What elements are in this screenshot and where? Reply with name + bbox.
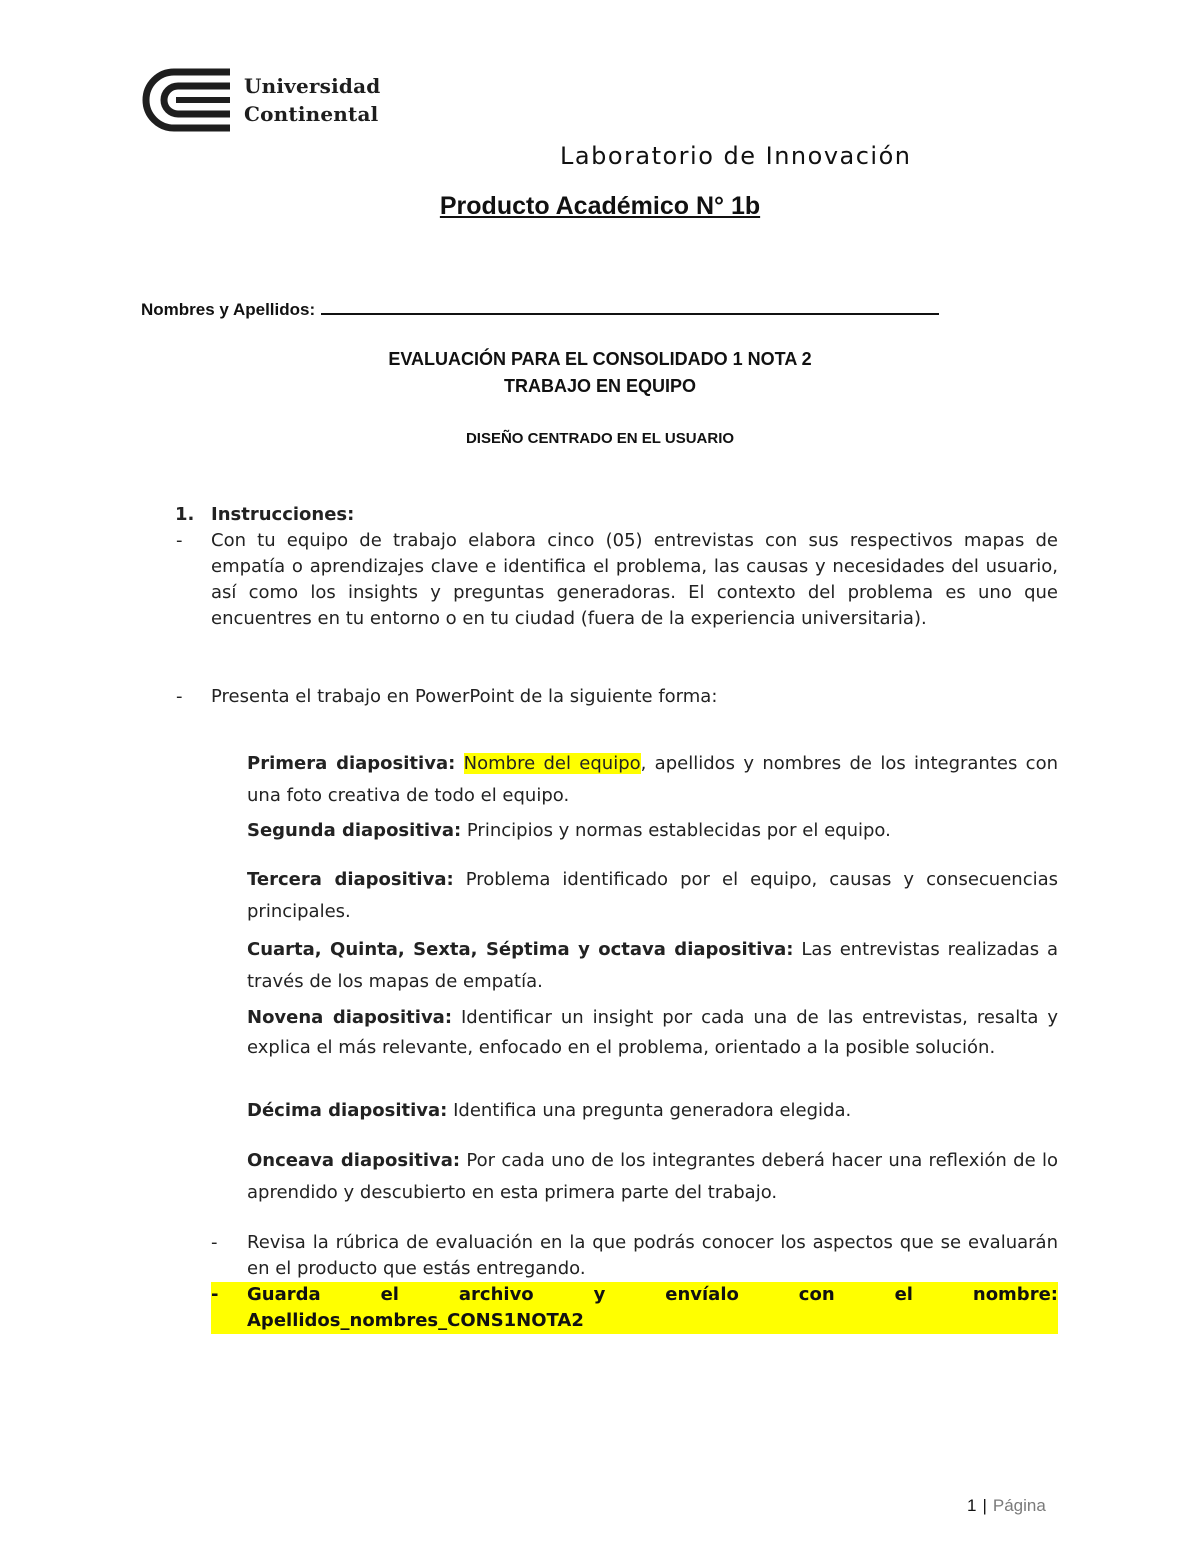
slide-text: Por cada uno de los integrantes deberá hacer una reflexión de lo aprendido y descubierto en esta primera parte del trabajo. [247,1150,1058,1203]
slide-item-4 [247,934,1058,998]
slide-item-2 [247,818,1058,844]
bullet-dash: - [176,686,183,707]
bullet-dash: - [211,1232,218,1253]
highlighted-text: Nombre del equipo [463,753,641,774]
final-filename: Apellidos_nombres_CONS1NOTA2 [247,1310,584,1331]
final-instruction-line-1 [211,1282,1058,1308]
slide-text: , apellidos y nombres de los integrantes con una foto creativa de todo el equipo. [247,753,1058,806]
slide-label: Novena diapositiva: [247,1007,453,1028]
lab-title: Laboratorio de Innovación [560,142,912,170]
slide-text: Identifica una pregunta generadora elegida. [447,1100,852,1121]
bullet-dash: - [176,530,183,551]
university-logo [140,66,380,136]
slide-text: Problema identificado por el equipo, causas y consecuencias principales. [247,869,1058,922]
slide-item-5 [247,1003,1058,1063]
slide-label: Onceava diapositiva: [247,1150,461,1171]
slide-text: Principios y normas establecidas por el equipo. [461,820,891,841]
final-word: el [380,1284,399,1305]
final-word: archivo [458,1284,534,1305]
slide-text: Las entrevistas realizadas a través de los mapas de empatía. [247,939,1058,992]
final-word: el [894,1284,913,1305]
section-number: 1. [175,504,195,525]
slide-text: Identificar un insight por cada una de las entrevistas, resalta y explica el más relevante, enfocado en el problema, orientado a la posible solución. [247,1007,1058,1058]
names-label: Nombres y Apellidos: [141,300,316,319]
slide-item-3 [247,864,1058,928]
instruction-bullet-3: Revisa la rúbrica de evaluación en la que podrás conocer los aspectos que se evaluarán en el producto que estás entregando. [247,1232,1058,1279]
final-word: nombre: [972,1284,1058,1305]
final-word: con [798,1284,835,1305]
slide-label: Segunda diapositiva: [247,820,462,841]
slide-label: Tercera diapositiva: [247,869,454,890]
product-title: Producto Académico N° 1b [439,192,761,220]
slide-item-6 [247,1098,1058,1124]
evaluation-heading: EVALUACIÓN PARA EL CONSOLIDADO 1 NOTA 2 [388,349,812,369]
slide-label: Cuarta, Quinta, Sexta, Séptima y octava diapositiva: [247,939,794,960]
page-footer [967,1496,1046,1516]
final-word: envíalo [665,1284,739,1305]
continental-logo-icon [140,66,240,134]
page-label: Página [992,1496,1046,1515]
slide-label: Décima diapositiva: [247,1100,448,1121]
instruction-bullet-2: Presenta el trabajo en PowerPoint de la siguiente forma: [211,686,718,707]
slide-label: Primera diapositiva: [247,753,456,774]
logo-line-1: Universidad [244,74,381,98]
bullet-dash: - [211,1284,219,1305]
topic-title: DISEÑO CENTRADO EN EL USUARIO [465,430,735,447]
page-number: 1 [967,1496,977,1515]
section-heading [175,502,354,528]
slide-item-7 [247,1145,1058,1209]
section-title: Instrucciones: [211,504,355,525]
logo-line-2: Continental [244,102,379,126]
names-field [141,300,939,320]
names-blank-line [321,301,939,315]
final-word: Guarda [247,1284,321,1305]
final-instruction [211,1282,1058,1334]
slide-item-1 [247,748,1058,812]
final-word: y [593,1284,606,1305]
instruction-bullet-1: Con tu equipo de trabajo elabora cinco (05) entrevistas con sus respectivos mapas de empatía o aprendizajes clave e identifica el problema, las causas y necesidades del usuario, así como los insights y preguntas generadoras. El contexto del problema es uno que encuentres en tu entorno o en tu ciudad (fuera de la experiencia universitaria). [211,530,1058,629]
footer-separator: | [982,1496,987,1515]
evaluation-subheading: TRABAJO EN EQUIPO [503,376,697,396]
